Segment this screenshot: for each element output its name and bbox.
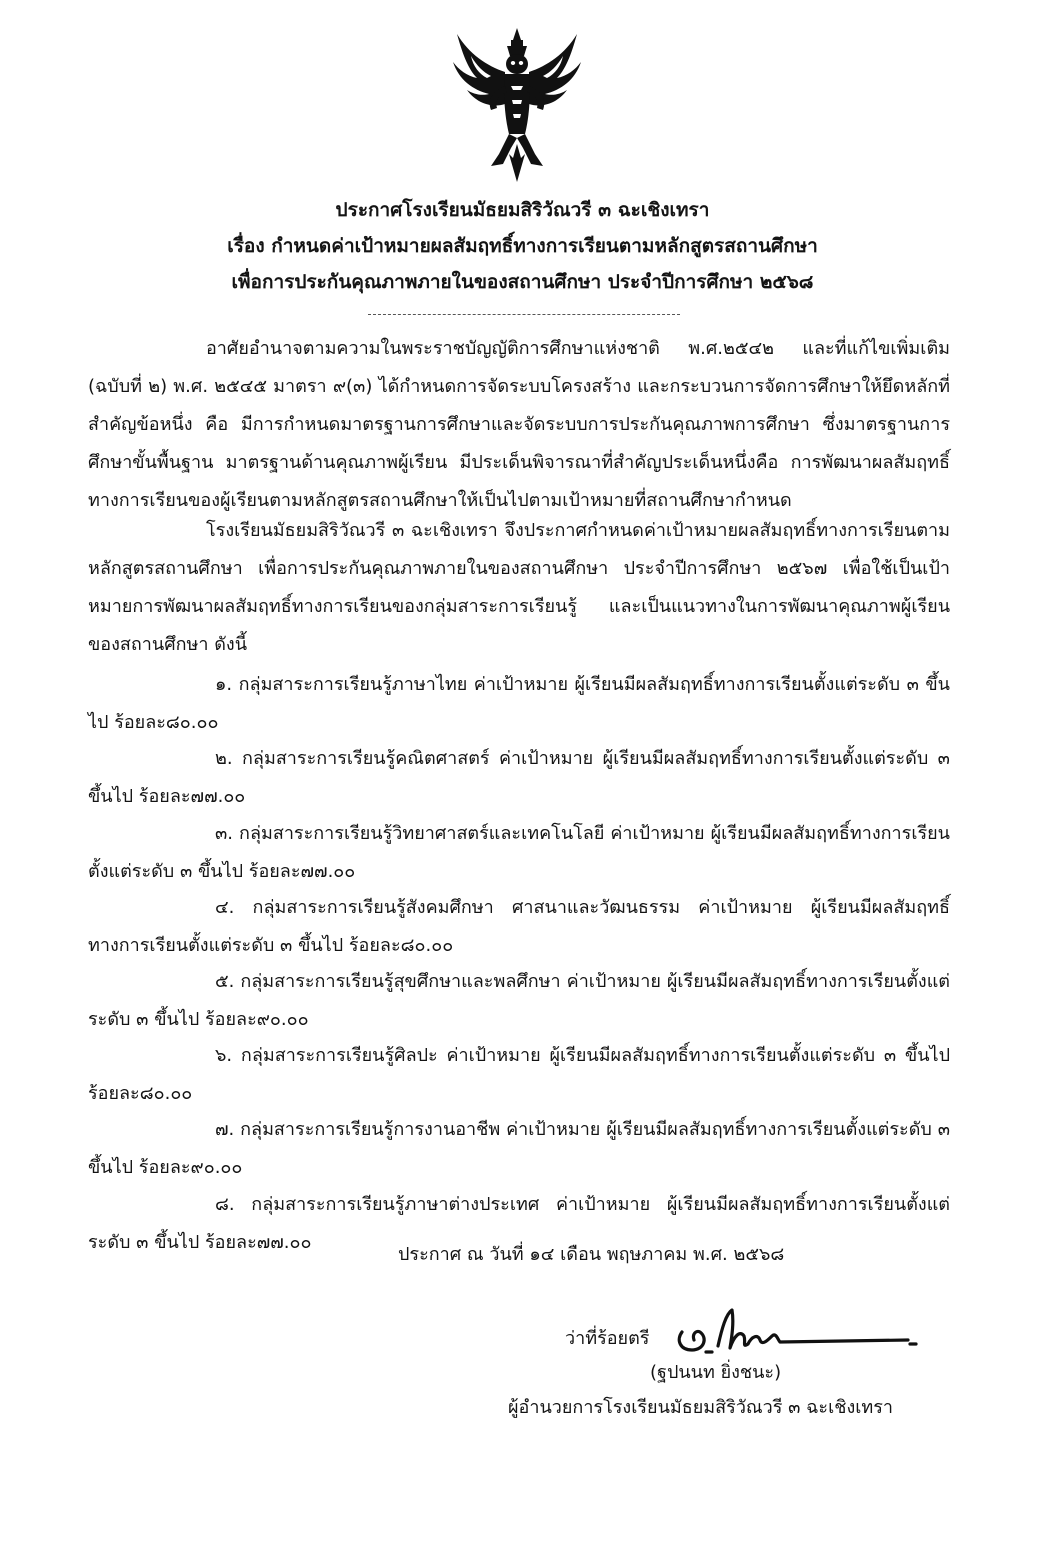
target-item-4: ๔. กลุ่มสาระการเรียนรู้สังคมศึกษา ศาสนาและวัฒนธรรม ค่าเป้าหมาย ผู้เรียนมีผลสัมฤทธิ์ทางการเรียนตั้งแต่ระดับ ๓ ขึ้นไป ร้อยละ๘๐.๐๐ [88, 897, 950, 956]
signer-position: ผู้อำนวยการโรงเรียนมัธยมสิริวัณวรี ๓ ฉะเชิงเทรา [508, 1397, 894, 1418]
signer-rank: ว่าที่ร้อยตรี [565, 1328, 650, 1349]
target-item-2: ๒. กลุ่มสาระการเรียนรู้คณิตศาสตร์ ค่าเป้าหมาย ผู้เรียนมีผลสัมฤทธิ์ทางการเรียนตั้งแต่ระดับ ๓ ขึ้นไป ร้อยละ๗๗.๐๐ [88, 748, 950, 807]
paragraph-announcement: โรงเรียนมัธยมสิริวัณวรี ๓ ฉะเชิงเทรา จึงประกาศกำหนดค่าเป้าหมายผลสัมฤทธิ์ทางการเรียนตามหลักสูตรสถานศึกษา เพื่อการประกันคุณภาพภายในของสถานศึกษา ประจำปีการศึกษา ๒๕๖๗ เพื่อใช้เป็นเป้าหมายการพัฒนาผลสัมฤทธิ์ทางการเรียนของกลุ่มสาระการเรียนรู้ และเป็นแนวทางในการพัฒนาคุณภาพผู้เรียนของสถานศึกษา ดังนี้ [88, 520, 950, 655]
paragraph-authority: อาศัยอำนาจตามความในพระราชบัญญัติการศึกษาแห่งชาติ พ.ศ.๒๕๔๒ และที่แก้ไขเพิ่มเติม (ฉบับที่ ๒) พ.ศ. ๒๕๔๕ มาตรา ๙(๓) ได้กำหนดการจัดระบบโครงสร้าง และกระบวนการจัดการศึกษาให้ยึดหลักที่สำคัญข้อหนึ่ง คือ มีการกำหนดมาตรฐานการศึกษาและจัดระบบการประกันคุณภาพการศึกษา ซึ่งมาตรฐานการศึกษาขั้นพื้นฐาน มาตรฐานด้านคุณภาพผู้เรียน มีประเด็นพิจารณาที่สำคัญประเด็นหนึ่งคือ การพัฒนาผลสัมฤทธิ์ทางการเรียนของผู้เรียนตามหลักสูตรสถานศึกษาให้เป็นไปตามเป้าหมายที่สถานศึกษากำหนด [88, 338, 950, 511]
header-divider [368, 314, 680, 315]
target-item-6: ๖. กลุ่มสาระการเรียนรู้ศิลปะ ค่าเป้าหมาย ผู้เรียนมีผลสัมฤทธิ์ทางการเรียนตั้งแต่ระดับ ๓ ขึ้นไป ร้อยละ๘๐.๐๐ [88, 1045, 950, 1104]
signer-name: (ฐปนนท ยิ่งชนะ) [650, 1362, 782, 1383]
handwritten-signature-icon [672, 1306, 922, 1360]
announcement-subject-line2: เพื่อการประกันคุณภาพภายในของสถานศึกษา ประจำปีการศึกษา ๒๕๖๘ [231, 271, 814, 293]
target-item-1: ๑. กลุ่มสาระการเรียนรู้ภาษาไทย ค่าเป้าหมาย ผู้เรียนมีผลสัมฤทธิ์ทางการเรียนตั้งแต่ระดับ ๓ ขึ้นไป ร้อยละ๘๐.๐๐ [88, 674, 950, 733]
target-item-7: ๗. กลุ่มสาระการเรียนรู้การงานอาชีพ ค่าเป้าหมาย ผู้เรียนมีผลสัมฤทธิ์ทางการเรียนตั้งแต่ระดับ ๓ ขึ้นไป ร้อยละ๙๐.๐๐ [88, 1119, 950, 1178]
announcement-subject: เรื่อง กำหนดค่าเป้าหมายผลสัมฤทธิ์ทางการเรียนตามหลักสูตรสถานศึกษา [227, 235, 818, 257]
target-item-5: ๕. กลุ่มสาระการเรียนรู้สุขศึกษาและพลศึกษา ค่าเป้าหมาย ผู้เรียนมีผลสัมฤทธิ์ทางการเรียนตั้งแต่ระดับ ๓ ขึ้นไป ร้อยละ๙๐.๐๐ [88, 971, 950, 1030]
garuda-emblem-icon [447, 26, 587, 186]
announcement-date: ประกาศ ณ วันที่ ๑๔ เดือน พฤษภาคม พ.ศ. ๒๕๖๘ [398, 1244, 785, 1265]
announcement-title: ประกาศโรงเรียนมัธยมสิริวัณวรี ๓ ฉะเชิงเทรา [335, 199, 710, 221]
target-item-8: ๘. กลุ่มสาระการเรียนรู้ภาษาต่างประเทศ ค่าเป้าหมาย ผู้เรียนมีผลสัมฤทธิ์ทางการเรียนตั้งแต่ระดับ ๓ ขึ้นไป ร้อยละ๗๗.๐๐ [88, 1194, 950, 1253]
target-item-3: ๓. กลุ่มสาระการเรียนรู้วิทยาศาสตร์และเทคโนโลยี ค่าเป้าหมาย ผู้เรียนมีผลสัมฤทธิ์ทางการเรียนตั้งแต่ระดับ ๓ ขึ้นไป ร้อยละ๗๗.๐๐ [88, 823, 950, 882]
